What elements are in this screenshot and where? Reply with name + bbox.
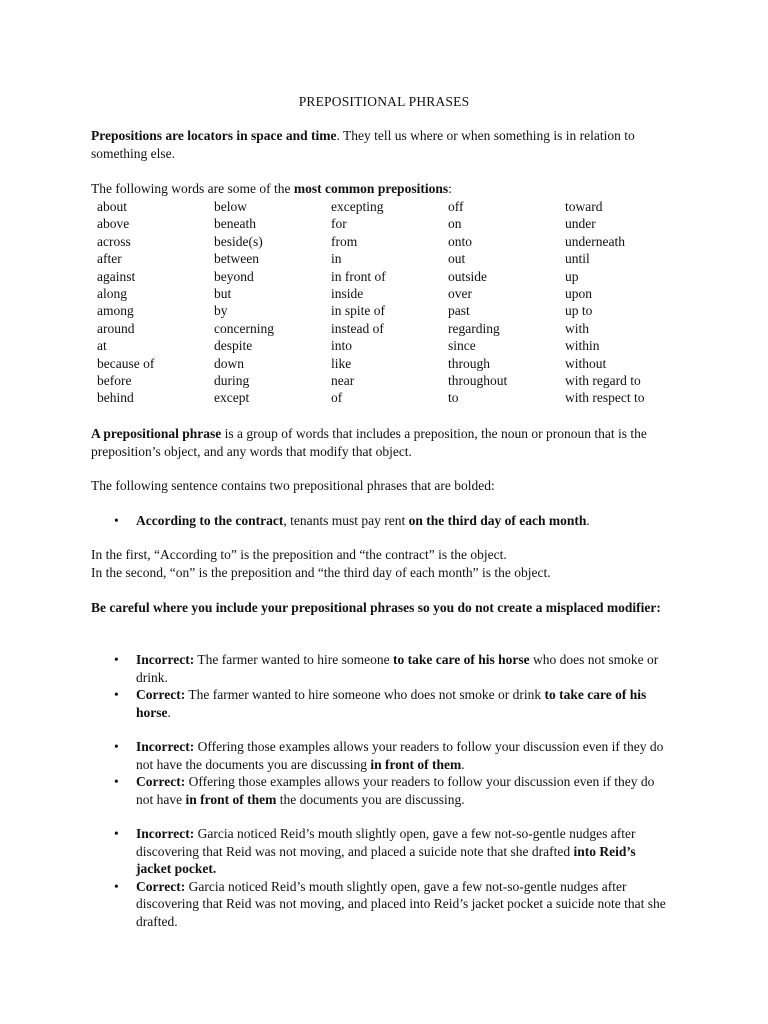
preposition-word: over xyxy=(448,286,472,302)
preposition-word: before xyxy=(97,373,132,389)
preposition-word: without xyxy=(565,355,607,371)
correct-label: Correct: xyxy=(136,878,186,894)
pair-list-3 xyxy=(114,825,674,930)
intro-bold: Prepositions are locators in space and time xyxy=(91,128,337,143)
common-prepositions-heading xyxy=(91,180,681,198)
preposition-word: excepting xyxy=(331,199,384,214)
preposition-word: behind xyxy=(97,390,134,406)
preposition-word: but xyxy=(214,286,232,302)
preposition-word: within xyxy=(565,338,600,354)
explanation-paragraph xyxy=(91,546,681,581)
preposition-word: instead of xyxy=(331,320,384,336)
preposition-word: up xyxy=(565,268,579,284)
preposition-word: beyond xyxy=(214,268,254,284)
definition-bold: A prepositional phrase xyxy=(91,426,222,441)
explanation-line-2: In the second, “on” is the preposition and “the third day of each month” is the object. xyxy=(91,564,551,580)
correct-text-end: the documents you are discussing. xyxy=(276,791,465,807)
preposition-word: at xyxy=(97,338,107,354)
explanation-line-1: In the first, “According to” is the preposition and “the contract” is the object. xyxy=(91,547,507,562)
incorrect-text-end: . xyxy=(461,756,465,772)
incorrect-label: Incorrect: xyxy=(136,739,195,754)
preposition-word: near xyxy=(331,373,355,389)
preposition-word: despite xyxy=(214,338,253,354)
common-pre: The following words are some of the xyxy=(91,181,294,196)
example-text-2: . xyxy=(586,513,590,528)
preposition-word: inside xyxy=(331,286,364,302)
preposition-word: into xyxy=(331,338,353,354)
preposition-word: regarding xyxy=(448,320,500,336)
correct-example-1 xyxy=(114,686,674,721)
preposition-word: because of xyxy=(97,355,155,371)
preposition-word: to xyxy=(448,390,459,406)
correct-text: Offering those examples allows your readers to follow your discussion even if they do not have xyxy=(136,774,655,807)
page-title: PREPOSITIONAL PHRASES xyxy=(298,94,470,109)
correct-label: Correct: xyxy=(136,774,186,789)
preposition-word: toward xyxy=(565,199,603,214)
incorrect-example-2 xyxy=(114,738,674,773)
preposition-word: like xyxy=(331,355,352,371)
preposition-word: beside(s) xyxy=(214,233,263,249)
example-text-1: , tenants must pay rent xyxy=(283,513,409,528)
preposition-word: of xyxy=(331,390,343,406)
preposition-word: under xyxy=(565,216,596,232)
correct-text-end: . xyxy=(167,704,171,720)
preposition-word: above xyxy=(97,216,130,232)
pair-list-2 xyxy=(114,738,674,808)
preposition-word: below xyxy=(214,199,247,214)
preposition-word: up to xyxy=(565,303,593,319)
preposition-word: concerning xyxy=(214,320,274,336)
incorrect-bold: in front of them xyxy=(370,756,462,772)
prepositions-table xyxy=(97,198,682,407)
incorrect-text: Garcia noticed Reid’s mouth slightly open, gave a few not-so-gentle nudges after discovering that Reid was not moving, and placed a suicide note that she drafted xyxy=(136,826,636,859)
example-bold-1: According to the contract xyxy=(136,513,284,528)
preposition-word: during xyxy=(214,373,250,389)
preposition-word: upon xyxy=(565,286,592,302)
preposition-word: throughout xyxy=(448,373,508,389)
correct-label: Correct: xyxy=(136,687,186,702)
preposition-word: except xyxy=(214,390,250,406)
preposition-word: out xyxy=(448,251,466,267)
incorrect-bold: into Reid’s jacket pocket. xyxy=(136,843,636,876)
preposition-word: through xyxy=(448,355,490,371)
preposition-word: off xyxy=(448,199,464,214)
incorrect-label: Incorrect: xyxy=(136,652,195,667)
common-bold: most common prepositions xyxy=(293,181,449,196)
preposition-word: with regard to xyxy=(565,373,641,389)
preposition-word: across xyxy=(97,233,131,249)
correct-example-2 xyxy=(114,773,674,808)
example-bold-2: on the third day of each month xyxy=(408,513,587,528)
incorrect-example-1 xyxy=(114,651,674,686)
preposition-word: with respect to xyxy=(565,390,645,406)
example-sentence xyxy=(114,512,674,530)
preposition-word: against xyxy=(97,268,136,284)
incorrect-text: Offering those examples allows your readers to follow your discussion even if they do not have the documents you are discussing xyxy=(136,739,664,772)
preposition-word: among xyxy=(97,303,134,319)
preposition-word: along xyxy=(97,286,127,302)
incorrect-text-end: who does not smoke or drink. xyxy=(136,652,659,685)
correct-example-3 xyxy=(114,878,674,931)
definition-rest: is a group of words that includes a preposition, the noun or pronoun that is the preposition’s object, and any words that modify that object. xyxy=(91,426,647,459)
preposition-word: on xyxy=(448,216,462,232)
preposition-word: from xyxy=(331,233,358,249)
preposition-word: in xyxy=(331,251,342,267)
preposition-word: between xyxy=(214,251,259,267)
correct-text: The farmer wanted to hire someone who does not smoke or drink xyxy=(185,687,545,702)
preposition-word: until xyxy=(565,251,590,267)
preposition-word: in spite of xyxy=(331,303,385,319)
incorrect-text: The farmer wanted to hire someone xyxy=(194,652,394,667)
correct-bold: to take care of his horse xyxy=(136,687,647,720)
preposition-word: beneath xyxy=(214,216,256,232)
preposition-word: onto xyxy=(448,233,473,249)
intro-rest: . They tell us where or when something is in relation to something else. xyxy=(91,128,635,161)
incorrect-label: Incorrect: xyxy=(136,826,195,841)
preposition-word: underneath xyxy=(565,233,625,249)
warning-paragraph: Be careful where you include your prepositional phrases so you do not create a misplaced modifier: xyxy=(91,600,661,615)
preposition-word: past xyxy=(448,303,470,319)
common-post: : xyxy=(448,181,452,196)
pair-list-1 xyxy=(114,651,674,721)
preposition-word: down xyxy=(214,355,244,371)
preposition-word: outside xyxy=(448,268,487,284)
example-intro: The following sentence contains two prepositional phrases that are bolded: xyxy=(91,478,495,493)
intro-paragraph xyxy=(91,127,681,162)
preposition-word: by xyxy=(214,303,228,319)
preposition-word: with xyxy=(565,320,590,336)
preposition-word: after xyxy=(97,251,122,267)
preposition-word: since xyxy=(448,338,476,354)
correct-text: Garcia noticed Reid’s mouth slightly open, gave a few not-so-gentle nudges after discovering that Reid was not moving, and placed into Reid’s jacket pocket a suicide note that she drafted. xyxy=(136,878,666,929)
incorrect-example-3 xyxy=(114,825,674,878)
preposition-word: about xyxy=(97,199,127,214)
preposition-word: around xyxy=(97,320,135,336)
preposition-word: for xyxy=(331,216,347,232)
preposition-word: in front of xyxy=(331,268,386,284)
incorrect-bold: to take care of his horse xyxy=(393,652,530,667)
correct-bold: in front of them xyxy=(185,791,277,807)
example-list xyxy=(114,512,674,530)
definition-paragraph xyxy=(91,425,681,460)
